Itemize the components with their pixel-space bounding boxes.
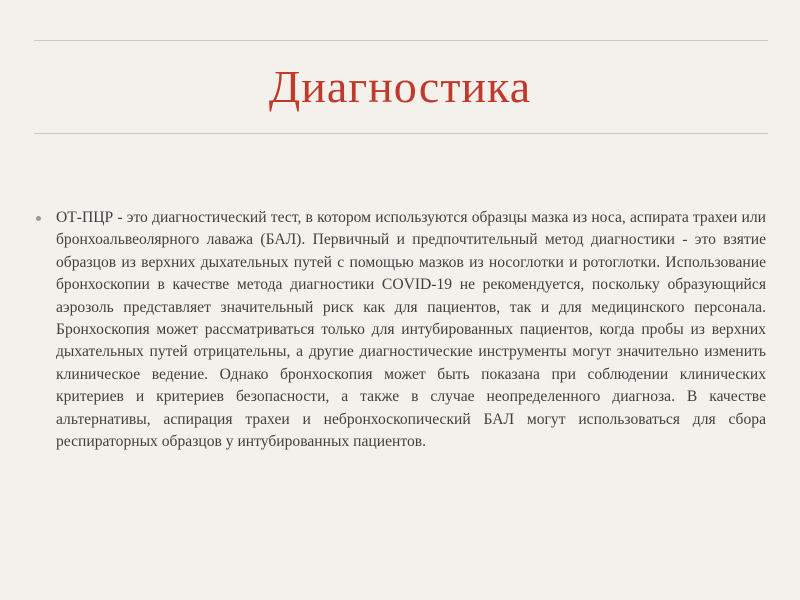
bullet-text: ОТ-ПЦР - это диагностический тест, в котором используются образцы мазка из носа, аспирата трахеи или бронхоальвеолярного лаважа (БАЛ). Первичный и предпочтительный метод диагностики - это взятие образцов из верхних дыхательных путей с помощью мазков из носоглотки и ротоглотки. Использование бронхоскопии в качестве метода диагностики COVID-19 не рекомендуется, поскольку образующийся аэрозоль представляет значительный риск как для пациентов, так и для медицинского персонала. Бронхоскопия может рассматриваться только для интубированных пациентов, когда пробы из верхних дыхательных путей отрицательны, а другие диагностические инструменты могут значительно изменить клиническое ведение. Однако бронхоскопия может быть показана при соблюдении клинических критериев и критериев безопасности, а также в случае неопределенного диагноза. В качестве альтернативы, аспирация трахеи и небронхоскопический БАЛ могут использоваться для сбора респираторных образцов у интубированных пациентов.	[56, 209, 766, 451]
bullet-dot-icon	[36, 216, 41, 221]
top-divider	[34, 40, 768, 41]
slide-title: Диагностика	[268, 61, 532, 112]
bottom-divider	[34, 133, 768, 134]
bullet-item	[36, 207, 766, 453]
slide-body	[36, 207, 766, 453]
